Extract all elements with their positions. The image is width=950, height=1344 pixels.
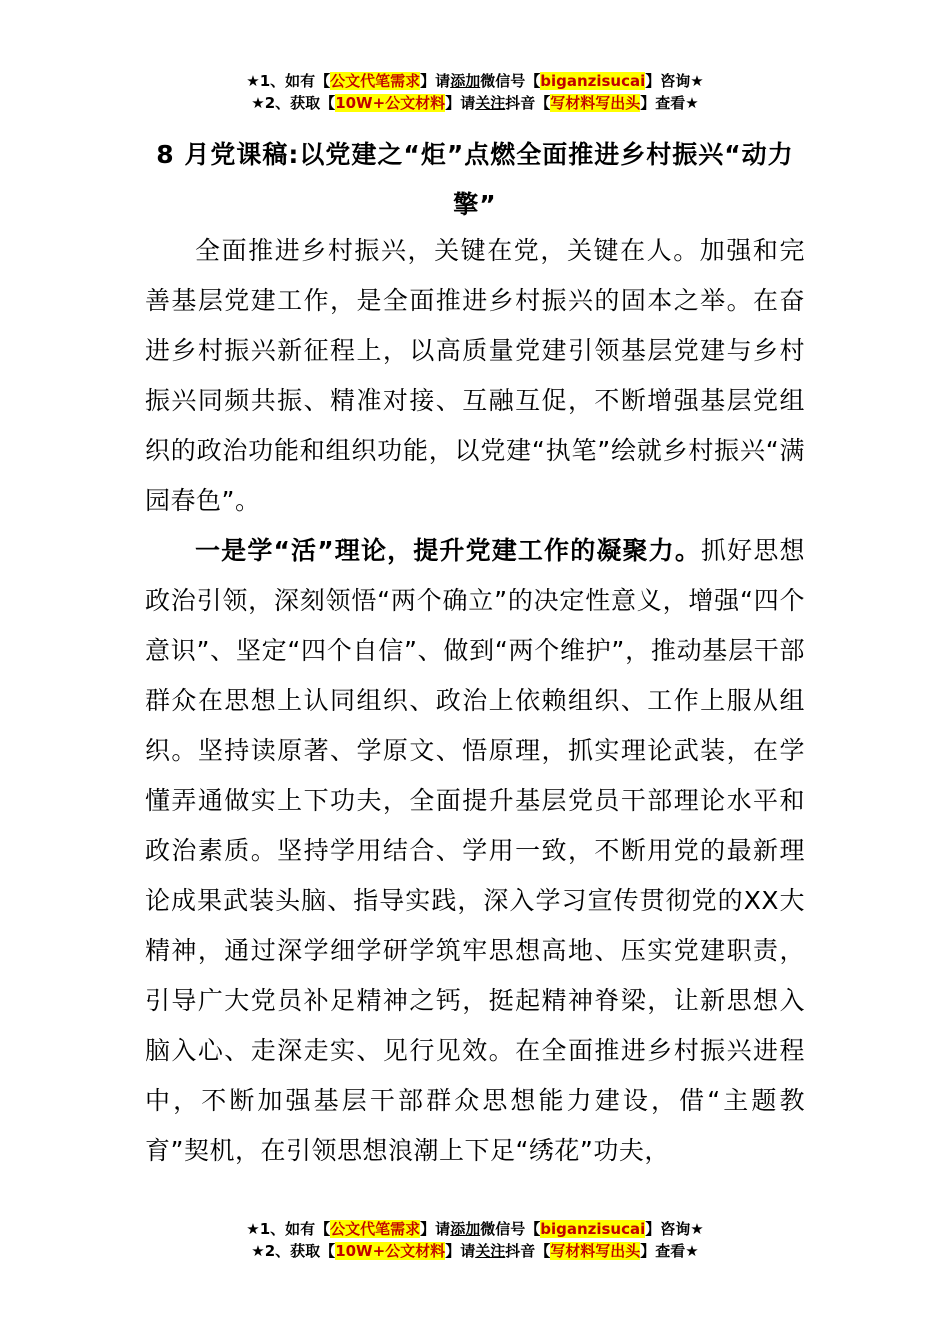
footer-notice [0,1218,950,1262]
notice-line-1 [0,1218,950,1240]
notice-text: ★1、如有【 [246,1220,331,1238]
notice-highlight: 10W+公文材料 [335,94,446,112]
notice-highlight: biganzisucai [540,1220,646,1238]
notice-text: 】查看★ [640,94,699,112]
document-body [145,226,805,1176]
notice-text: 微信号【 [480,72,541,90]
notice-highlight: 写材料写出头 [550,1242,641,1260]
notice-line-2 [0,92,950,114]
document-title: 8 月党课稿:以党建之“炬”点燃全面推进乡村振兴“动力擎” [156,140,794,219]
notice-text: 】咨询★ [645,72,704,90]
notice-text: 】请 [420,1220,451,1238]
paragraph-intro: 全面推进乡村振兴，关键在党，关键在人。加强和完善基层党建工作，是全面推进乡村振兴的固本之举。在奋进乡村振兴新征程上，以高质量党建引领基层党建与乡村振兴同频共振、精准对接、互融互促，不断增强基层党组织的政治功能和组织功能，以党建“执笔”绘就乡村振兴“满园春色”。 [145,236,805,515]
notice-text: 抖音【 [505,94,551,112]
notice-underline: 关注 [475,94,506,112]
notice-highlight: 公文代笔需求 [330,72,421,90]
paragraph-section-1 [145,526,805,1176]
header-notice [0,70,950,114]
section-text: 抓好思想政治引领，深刻领悟“两个确立”的决定性意义，增强“四个意识”、坚定“四个自信”、做到“两个维护”，推动基层干部群众在思想上认同组织、政治上依赖组织、工作上服从组织。坚持读原著、学原文、悟原理，抓实理论武装，在学懂弄通做实上下功夫，全面提升基层党员干部理论水平和政治素质。坚持学用结合、学用一致，不断用党的最新理论成果武装头脑、指导实践，深入学习宣传贯彻党的XX大精神，通过深学细学研学筑牢思想高地、压实党建职责，引导广大党员补足精神之钙，挺起精神脊梁，让新思想入脑入心、走深走实、见行见效。在全面推进乡村振兴进程中，不断加强基层干部群众思想能力建设，借“主题教育”契机，在引领思想浪潮上下足“绣花”功夫， [145,536,805,1165]
notice-text: 】咨询★ [645,1220,704,1238]
notice-line-2 [0,1240,950,1262]
notice-underline: 关注 [475,1242,506,1260]
notice-underline: 添加 [450,1220,481,1238]
section-heading: 一是学“活”理论，提升党建工作的凝聚力。 [195,536,702,565]
notice-text: ★2、获取【 [251,1242,336,1260]
notice-highlight: 公文代笔需求 [330,1220,421,1238]
notice-highlight: 10W+公文材料 [335,1242,446,1260]
notice-text: 】请 [445,94,476,112]
notice-text: 】请 [420,72,451,90]
notice-highlight: biganzisucai [540,72,646,90]
notice-line-1 [0,70,950,92]
notice-text: 抖音【 [505,1242,551,1260]
notice-text: 微信号【 [480,1220,541,1238]
notice-text: ★2、获取【 [251,94,336,112]
notice-text: 】查看★ [640,1242,699,1260]
notice-text: 】请 [445,1242,476,1260]
notice-highlight: 写材料写出头 [550,94,641,112]
notice-text: ★1、如有【 [246,72,331,90]
notice-underline: 添加 [450,72,481,90]
